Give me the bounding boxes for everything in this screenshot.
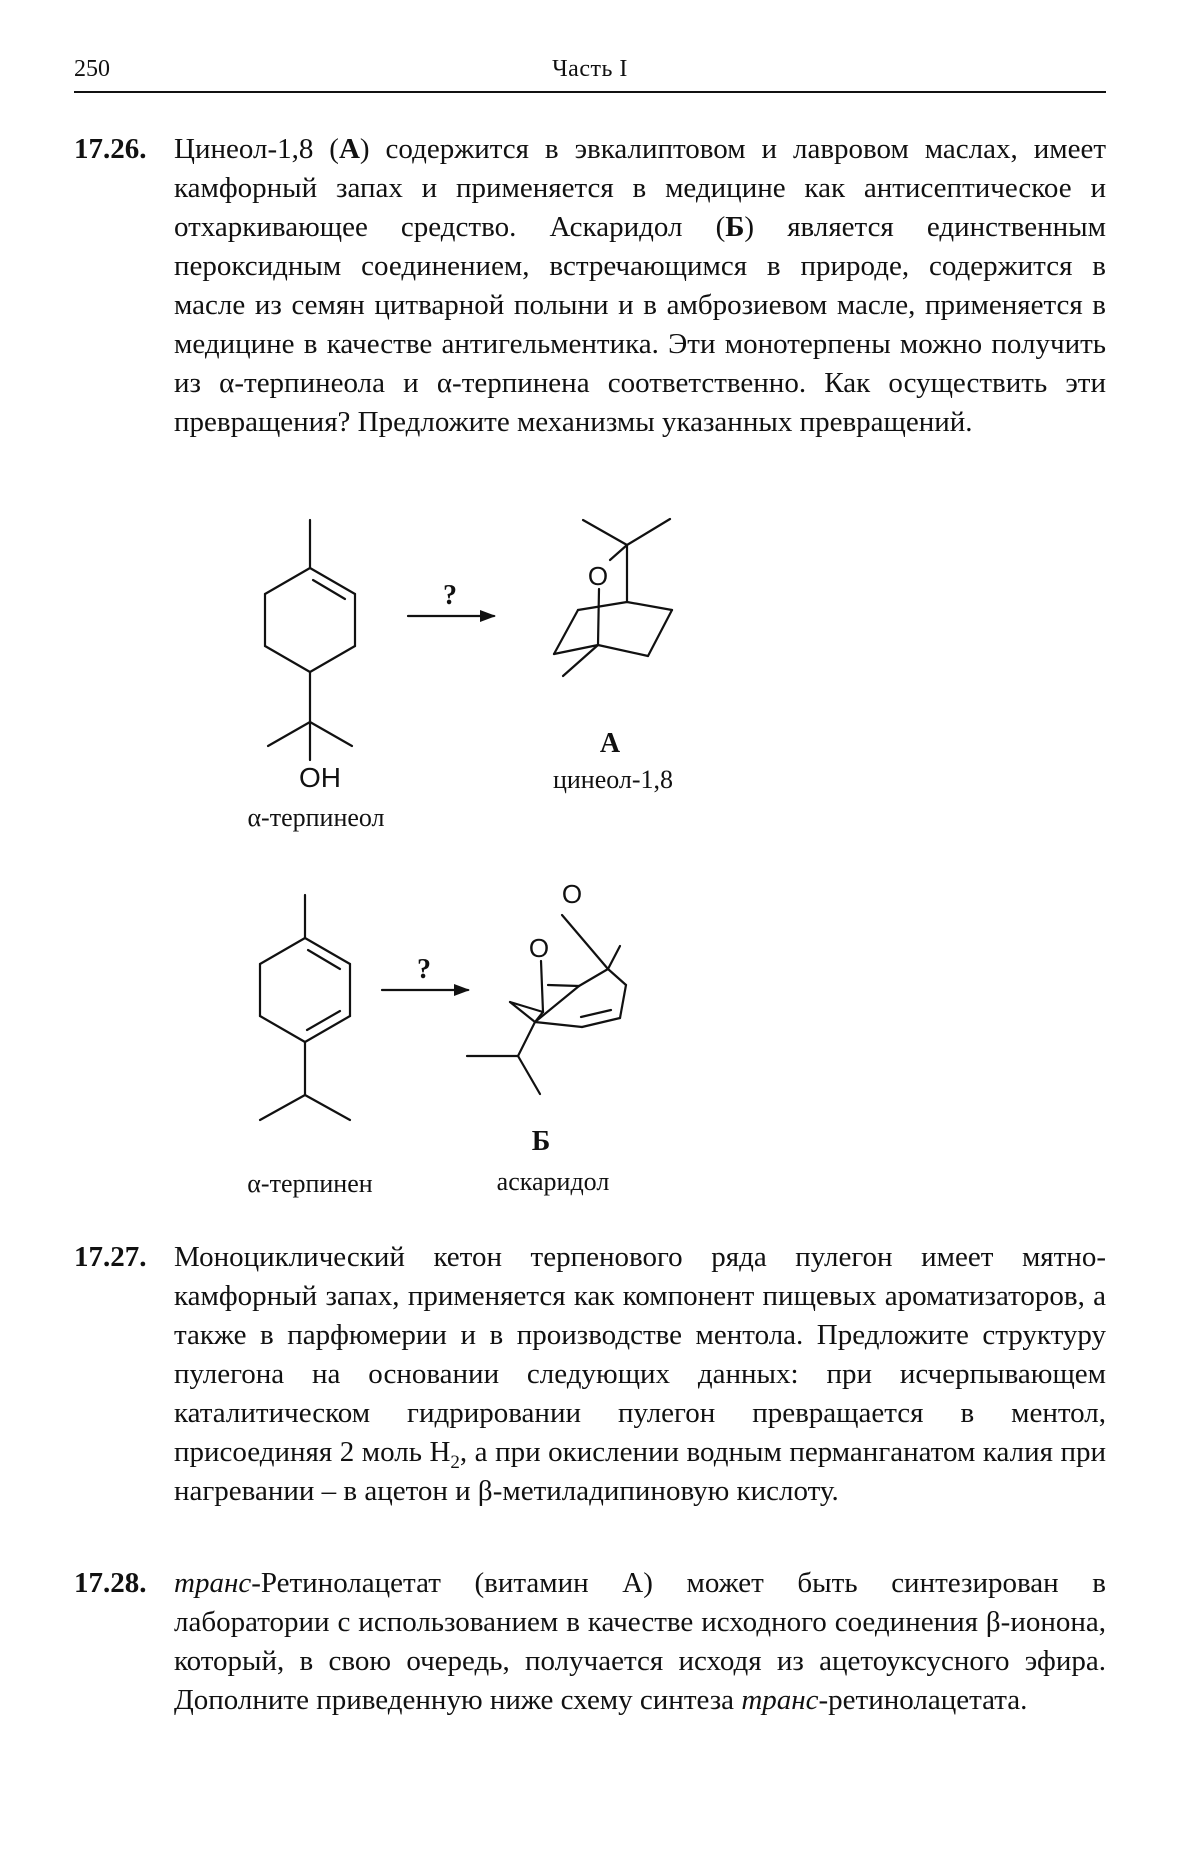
text-run: транс [741, 1684, 818, 1716]
text-run: ) содержится в эвкалиптовом и лавровом маслах, имеет камфорный запах и применяется в медицине как антисептическое и отхаркивающее средство. Аскаридол ( [174, 133, 1106, 243]
alpha-terpinene-structure [260, 895, 350, 1120]
problem-text [174, 1564, 1106, 1720]
page-number: 250 [74, 56, 110, 83]
ascaridole-label: аскаридол [497, 1167, 610, 1196]
cineole-oxygen-label: O [588, 561, 608, 591]
problem-17-28 [74, 1564, 1106, 1744]
running-head [74, 56, 1106, 96]
text-run: -ретинолацетата. [819, 1684, 1028, 1716]
text-run: ) является единственным пероксидным соединением, встречающимся в природе, содержится в масле из семян цитварной полыни и в амброзиевом масле, применяется в медицине в качестве антигельментика. Эти монотерпены можно получить из α-терпинеола и α-терпинена соответственно. Как осуществить эти превращения? Предложите механизмы указанных превращений. [174, 211, 1106, 438]
text-run: транс [174, 1567, 251, 1599]
reaction-arrow-2 [382, 984, 470, 996]
ascaridole-structure [467, 915, 626, 1094]
textbook-page [0, 0, 1200, 1863]
alpha-terpineol-structure [265, 520, 355, 760]
problem-text [174, 1238, 1106, 1511]
alpha-terpineol-label: α-терпинеол [247, 803, 384, 832]
arrow-1-label: ? [443, 580, 457, 611]
ascaridole-oxygen-bottom: O [529, 933, 549, 963]
compound-a-letter: А [600, 728, 621, 759]
text-run: Моноциклический кетон терпенового ряда пулегон имеет мятно-камфорный запах, применяется как компонент пищевых ароматизаторов, а также в парфюмерии и в производстве ментола. Предложите структуру пулегона на основании следующих данных: при исчерпывающем каталитическом гидрировании пулегон превращается в ментол, присоединяя 2 моль Н [174, 1241, 1106, 1468]
text-run: А [339, 133, 360, 165]
alpha-terpinene-label: α-терпинен [247, 1169, 372, 1198]
text-run: -Ретинолацетат (витамин А) может быть синтезирован в лаборатории с использованием в качестве исходного соединения β-ионона, который, в свою очередь, получается исходя из ацетоуксусного эфира. Дополните приведенную ниже схему синтеза [174, 1567, 1106, 1716]
problem-text [174, 130, 1106, 442]
text-run: Цинеол-1,8 ( [174, 133, 339, 165]
problem-number: 17.26. [74, 130, 147, 169]
header-rule [74, 91, 1106, 93]
text-run: , а при окислении водным перманганатом калия при нагревании – в ацетон и β-метиладипиновую кислоту. [174, 1436, 1106, 1507]
text-run: Б [725, 211, 744, 243]
problem-number: 17.28. [74, 1564, 147, 1603]
problem-17-27 [74, 1238, 1106, 1558]
cineole-label: цинеол-1,8 [553, 765, 673, 794]
problem-number: 17.27. [74, 1238, 147, 1277]
hydroxyl-label: OH [299, 762, 341, 793]
running-title: Часть I [74, 56, 1106, 83]
text-run: 2 [450, 1452, 460, 1473]
ascaridole-oxygen-top: O [562, 879, 582, 909]
cineole-structure [554, 519, 672, 676]
problem-17-26 [74, 130, 1106, 460]
arrow-2-label: ? [417, 954, 431, 985]
reaction-arrow-1 [408, 610, 496, 622]
compound-b-letter: Б [532, 1126, 551, 1157]
